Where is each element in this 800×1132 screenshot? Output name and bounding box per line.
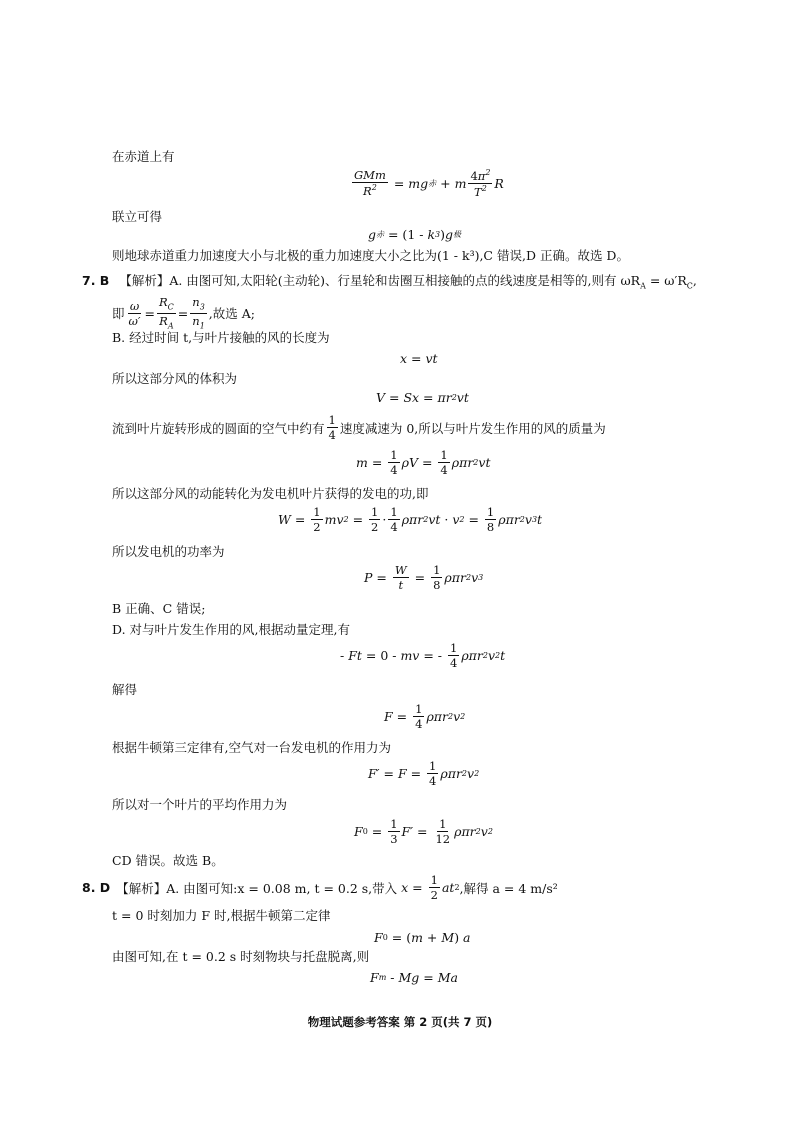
q7-b-intro: B. 经过时间 t,与叶片接触的风的长度为 [112, 330, 330, 345]
equation-momentum: - Ft = 0 - mv = - $\frac{1}{4}$ ρπr 2 v 2 t [340, 641, 506, 671]
equation-force-prime: F′ = F = $\frac{1}{4}$ ρπr 2 v 2 [368, 759, 480, 789]
q7-flow-line: 流到叶片旋转形成的圆面的空气中约有 $\frac{1}{4}$ 速度减速为 0,所以与叶片发生作用的风的质量为 [112, 413, 606, 443]
equation-f0: F 0 = ( m + M ) a [374, 930, 471, 945]
equation-force: F = $\frac{1}{4}$ ρπr 2 v 2 [384, 702, 466, 732]
text-on-equator: 在赤道上有 [112, 149, 175, 164]
text-ratio-conclusion: 则地球赤道重力加速度大小与北极的重力加速度大小之比为(1 - k³),C 错误,D 正确。故选 D。 [112, 248, 629, 263]
equation-x-vt: x = vt [400, 351, 438, 366]
q7-a-text: A. 由图可知,太阳轮(主动轮)、行星轮和齿圈互相接触的点的线速度是相等的,则有 ωR [169, 273, 641, 288]
q8-t0-text: t = 0 时刻加力 F 时,根据牛顿第二定律 [112, 908, 331, 923]
q7-energy-text: 所以这部分风的动能转化为发电机叶片获得的发电的功,即 [112, 486, 429, 501]
equation-g-ratio: g 赤 = (1 - k 3 ) g 极 [368, 227, 462, 242]
q7-power-text: 所以发电机的功率为 [112, 544, 225, 559]
q7-volume-text: 所以这部分风的体积为 [112, 371, 238, 386]
q8-a-text: A. 由图可知:x = 0.08 m, t = 0.2 s,带入 [166, 880, 398, 896]
q7-tag: 【解析】 [119, 273, 170, 288]
q7-b-conclusion: B 正确、C 错误; [112, 601, 206, 616]
q7-solve: 解得 [112, 682, 138, 697]
equation-fm: F m - Mg = Ma [370, 970, 458, 985]
q7-number: 7. B [82, 273, 110, 288]
equation-equator-gravity: $\frac{\text{GMm}}{R^2}$ = mg 赤 + m $\frac{4\pi^2}{T^2}$ R [354, 168, 504, 199]
q7-conclusion: CD 错误。故选 B。 [112, 853, 224, 868]
q7-flow-pre: 流到叶片旋转形成的圆面的空气中约有 [112, 420, 325, 436]
q7-a-tail: ,故选 A; [208, 306, 255, 322]
equation-power: P = $\frac{W}{t}$ = $\frac{1}{8}$ ρπr 2 v 3 [364, 563, 484, 593]
q7-flow-post: 速度减速为 0,所以与叶片发生作用的风的质量为 [339, 420, 606, 436]
equation-mass: m = $\frac{1}{4}$ ρV = $\frac{1}{4}$ ρπr 2 vt [356, 448, 491, 478]
text-combine: 联立可得 [112, 209, 163, 224]
q7-d-intro: D. 对与叶片发生作用的风,根据动量定理,有 [112, 622, 350, 637]
q7-avg-force-text: 所以对一个叶片的平均作用力为 [112, 797, 288, 812]
q8-header: 8. D 【解析】 A. 由图可知:x = 0.08 m, t = 0.2 s,带入 x = $\frac{1}{2}$ at 2 ,解得 a = 4 m/s² [82, 873, 558, 903]
q8-a-tail: ,解得 a = 4 m/s² [459, 880, 558, 896]
q7-ratio-line: 即 $\frac{\omega}{\omega'}$ = $\frac{R_C}{R_A}$ = $\frac{n_3}{n_1}$ ,故选 A; [112, 295, 255, 330]
q8-separation-text: 由图可知,在 t = 0.2 s 时刻物块与托盘脱离,则 [112, 949, 370, 964]
equation-work: W = $\frac{1}{2}$ mv 2 = $\frac{1}{2}$ · $\frac{1}{4}$ ρπr 2 vt · v 2 = $\frac{1}{8}$ ρπr 2 v 3 t [278, 505, 543, 535]
q7-header: 7. B 【解析】A. 由图可知,太阳轮(主动轮)、行星轮和齿圈互相接触的点的线速度是相等的,则有 $\omega R_A = \omega'R_C$, [82, 273, 697, 291]
page-footer: 物理试题参考答案 第 2 页(共 7 页) [307, 1015, 493, 1029]
q8-tag: 【解析】 [116, 880, 167, 896]
equation-volume: V = Sx = πr 2 vt [376, 390, 469, 405]
q8-number: 8. D [82, 880, 111, 896]
q7-newton3: 根据牛顿第三定律有,空气对一台发电机的作用力为 [112, 740, 391, 755]
equation-avg-force: F 0 = $\frac{1}{3}$ F′ = $\frac{1}{12}$ ρπr 2 v 2 [354, 817, 493, 847]
